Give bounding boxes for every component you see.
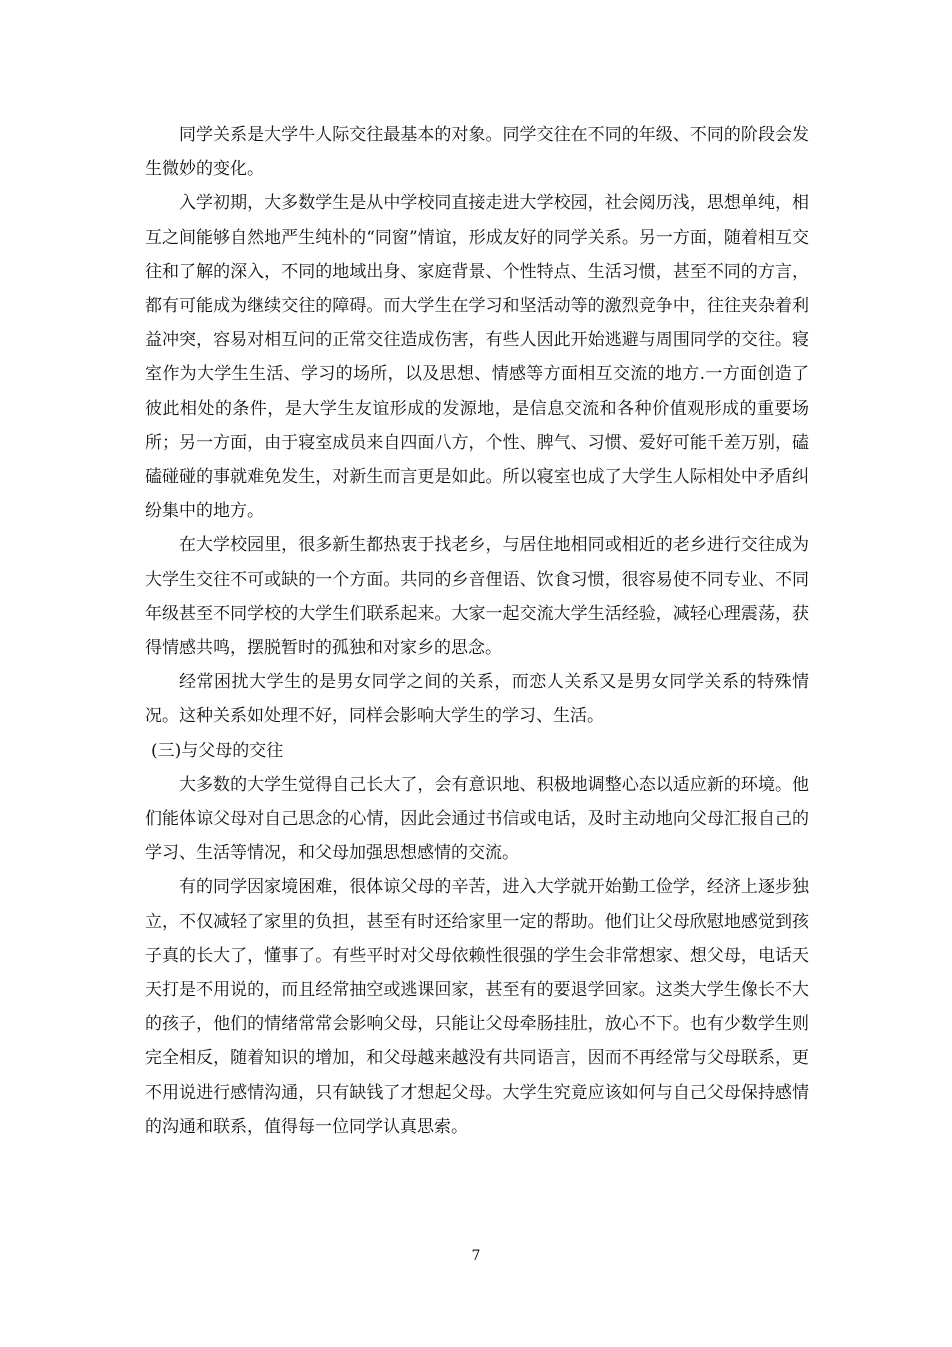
page-number: 7 (471, 1248, 481, 1264)
body-text (145, 118, 809, 1144)
paragraph: 有的同学因家境困难，很体谅父母的辛苦，进入大学就开始勤工俭学，经济上逐步独立，不仅减轻了家里的负担，甚至有时还给家里一定的帮助。他们让父母欣慰地感觉到孩子真的长大了，懂事了。有些平时对父母依赖性很强的学生会非常想家、想父母，电话天天打是不用说的，而且经常抽空或逃课回家，甚至有的要退学回家。这类大学生像长不大的孩子，他们的情绪常常会影响父母，只能让父母牵肠挂肚，放心不下。也有少数学生则完全相反，随着知识的增加，和父母越来越没有共同语言，因而不再经常与父母联系，更不用说进行感情沟通，只有缺钱了才想起父母。大学生究竟应该如何与自己父母保持感情的沟通和联系，值得每一位同学认真思索。 (145, 877, 809, 1137)
paragraph: 入学初期，大多数学生是从中学校同直接走进大学校园，社会阅历浅，思想单纯，相互之间能够自然地严生纯朴的“同窗”情谊，形成友好的同学关系。另一方面，随着相互交往和了解的深入，不同的地域出身、家庭背景、个性特点、生活习惯，甚至不同的方言，都有可能成为继续交往的障碍。而大学生在学习和坚活动等的激烈竞争中，往往夹杂着利益冲突，容易对相互问的正常交往造成伤害，有些人因此开始逃避与周围同学的交往。寝室作为大学生生活、学习的场所，以及思想、情感等方面相互交流的地方.一方面创造了彼此相处的条件，是大学生友谊形成的发源地，是信息交流和各种价值观形成的重要场所；另一方面，由于寝室成员来自四面八方，个性、脾气、习惯、爱好可能千差万别，磕磕碰碰的事就难免发生，对新生而言更是如此。所以寝室也成了大学生人际相处中矛盾纠纷集中的地方。 (145, 193, 809, 522)
section-heading: (三)与父母的交往 (151, 740, 284, 761)
paragraph: 大多数的大学生觉得自己长大了，会有意识地、积极地调整心态以适应新的环境。他们能体谅父母对自己思念的心情，因此会通过书信或电话，及时主动地向父母汇报自己的学习、生活等情况，和父母加强思想感情的交流。 (145, 774, 809, 864)
paragraph: 经常困扰大学生的是男女同学之间的关系，而恋人关系又是男女同学关系的特殊情况。这种关系如处理不好，同样会影响大学生的学习、生活。 (145, 672, 809, 727)
paragraph: 在大学校园里，很多新生都热衷于找老乡，与居住地相同或相近的老乡进行交往成为大学生交往不可或缺的一个方面。共同的乡音俚语、饮食习惯，很容易使不同专业、不同年级甚至不同学校的大学生们联系起来。大家一起交流大学生活经验，减轻心理震荡，获得情感共鸣，摆脱暂时的孤独和对家乡的思念。 (145, 535, 809, 659)
paragraph: 同学关系是大学牛人际交往最基本的对象。同学交往在不同的年级、不同的阶段会发生微妙的变化。 (145, 125, 809, 180)
